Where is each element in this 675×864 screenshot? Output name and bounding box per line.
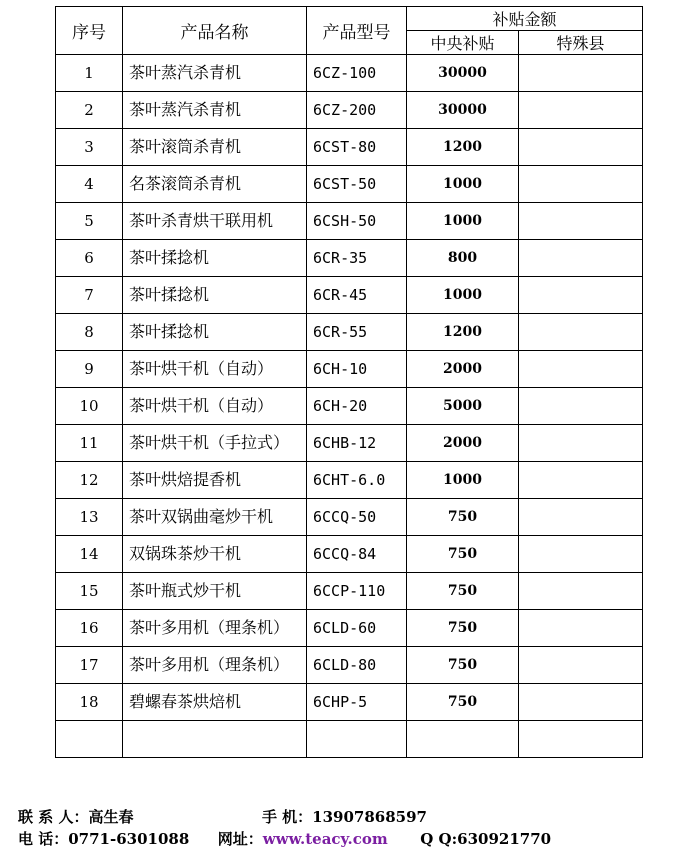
- row-number: 6: [56, 240, 123, 277]
- row-number: 15: [56, 573, 123, 610]
- product-model: 6CCQ-50: [307, 499, 407, 536]
- special-county-subsidy: [519, 388, 643, 425]
- central-subsidy: 750: [407, 647, 519, 684]
- product-name: 茶叶双锅曲毫炒干机: [123, 499, 307, 536]
- special-county-subsidy: [519, 721, 643, 758]
- header-central: 中央补贴: [407, 31, 519, 55]
- row-number: 10: [56, 388, 123, 425]
- special-county-subsidy: [519, 166, 643, 203]
- product-name: 茶叶揉捻机: [123, 314, 307, 351]
- row-number: 9: [56, 351, 123, 388]
- row-number: 14: [56, 536, 123, 573]
- row-number: [56, 721, 123, 758]
- product-model: 6CLD-60: [307, 610, 407, 647]
- row-number: 11: [56, 425, 123, 462]
- footer-line-1: [18, 806, 427, 827]
- product-model: 6CLD-80: [307, 647, 407, 684]
- table-row: [56, 684, 643, 721]
- row-number: 17: [56, 647, 123, 684]
- product-model: 6CSH-50: [307, 203, 407, 240]
- table-row: [56, 721, 643, 758]
- row-number: 4: [56, 166, 123, 203]
- product-model: 6CZ-200: [307, 92, 407, 129]
- product-model: 6CH-10: [307, 351, 407, 388]
- table-row: [56, 462, 643, 499]
- table-row: [56, 351, 643, 388]
- website-link[interactable]: www.teacy.com: [262, 830, 388, 848]
- footer-line-2: [18, 828, 551, 849]
- product-name: 茶叶杀青烘干联用机: [123, 203, 307, 240]
- product-name: 名茶滚筒杀青机: [123, 166, 307, 203]
- table-row: [56, 203, 643, 240]
- phone-number: 0771-6301088: [68, 830, 190, 848]
- table-row: [56, 92, 643, 129]
- table-row: [56, 536, 643, 573]
- product-model: 6CR-45: [307, 277, 407, 314]
- special-county-subsidy: [519, 203, 643, 240]
- special-county-subsidy: [519, 129, 643, 166]
- table-row: [56, 388, 643, 425]
- table-row: [56, 277, 643, 314]
- header-name: 产品名称: [123, 7, 307, 55]
- product-name: 茶叶滚筒杀青机: [123, 129, 307, 166]
- qq-number: 630921770: [457, 830, 552, 848]
- special-county-subsidy: [519, 277, 643, 314]
- row-number: 18: [56, 684, 123, 721]
- special-county-subsidy: [519, 499, 643, 536]
- product-name: 茶叶多用机（理条机）: [123, 647, 307, 684]
- product-name: 碧螺春茶烘焙机: [123, 684, 307, 721]
- central-subsidy: 750: [407, 573, 519, 610]
- table-row: [56, 314, 643, 351]
- special-county-subsidy: [519, 462, 643, 499]
- product-model: 6CHP-5: [307, 684, 407, 721]
- row-number: 2: [56, 92, 123, 129]
- product-name: 茶叶烘干机（手拉式）: [123, 425, 307, 462]
- special-county-subsidy: [519, 647, 643, 684]
- central-subsidy: 750: [407, 536, 519, 573]
- table-row: [56, 647, 643, 684]
- special-county-subsidy: [519, 684, 643, 721]
- product-name: 茶叶烘干机（自动）: [123, 388, 307, 425]
- central-subsidy: 1000: [407, 203, 519, 240]
- central-subsidy: [407, 721, 519, 758]
- table-row: [56, 240, 643, 277]
- product-name: 双锅珠茶炒干机: [123, 536, 307, 573]
- row-number: 5: [56, 203, 123, 240]
- phone-label: 电 话：: [18, 830, 69, 848]
- header-subsidy: 补贴金额: [407, 7, 643, 31]
- central-subsidy: 2000: [407, 425, 519, 462]
- table-row: [56, 425, 643, 462]
- product-name: 茶叶蒸汽杀青机: [123, 92, 307, 129]
- central-subsidy: 5000: [407, 388, 519, 425]
- central-subsidy: 2000: [407, 351, 519, 388]
- central-subsidy: 750: [407, 610, 519, 647]
- special-county-subsidy: [519, 240, 643, 277]
- central-subsidy: 1200: [407, 129, 519, 166]
- central-subsidy: 30000: [407, 92, 519, 129]
- row-number: 12: [56, 462, 123, 499]
- product-name: 茶叶揉捻机: [123, 240, 307, 277]
- special-county-subsidy: [519, 92, 643, 129]
- product-model: 6CCP-110: [307, 573, 407, 610]
- qq-label: Q Q:: [420, 830, 458, 848]
- central-subsidy: 1200: [407, 314, 519, 351]
- table-row: [56, 610, 643, 647]
- product-name: 茶叶揉捻机: [123, 277, 307, 314]
- product-model: 6CHB-12: [307, 425, 407, 462]
- site-label: 网址：: [217, 830, 263, 848]
- special-county-subsidy: [519, 314, 643, 351]
- row-number: 13: [56, 499, 123, 536]
- special-county-subsidy: [519, 573, 643, 610]
- contact-label: 联 系 人：: [18, 808, 89, 826]
- central-subsidy: 750: [407, 684, 519, 721]
- mobile-label: 手 机：: [261, 808, 313, 826]
- product-model: [307, 721, 407, 758]
- row-number: 3: [56, 129, 123, 166]
- product-model: 6CR-55: [307, 314, 407, 351]
- product-model: 6CZ-100: [307, 55, 407, 92]
- product-name: 茶叶多用机（理条机）: [123, 610, 307, 647]
- row-number: 16: [56, 610, 123, 647]
- special-county-subsidy: [519, 351, 643, 388]
- central-subsidy: 1000: [407, 277, 519, 314]
- product-model: 6CST-80: [307, 129, 407, 166]
- header-special: 特殊县: [519, 31, 643, 55]
- central-subsidy: 30000: [407, 55, 519, 92]
- product-model: 6CCQ-84: [307, 536, 407, 573]
- product-name: 茶叶烘焙提香机: [123, 462, 307, 499]
- table-row: [56, 499, 643, 536]
- row-number: 8: [56, 314, 123, 351]
- special-county-subsidy: [519, 55, 643, 92]
- product-name: [123, 721, 307, 758]
- mobile-number: 13907868597: [312, 808, 427, 826]
- table-row: [56, 166, 643, 203]
- central-subsidy: 1000: [407, 462, 519, 499]
- header-no: 序号: [56, 7, 123, 55]
- row-number: 7: [56, 277, 123, 314]
- table-body: [56, 55, 643, 758]
- product-name: 茶叶蒸汽杀青机: [123, 55, 307, 92]
- special-county-subsidy: [519, 610, 643, 647]
- table-row: [56, 573, 643, 610]
- special-county-subsidy: [519, 536, 643, 573]
- row-number: 1: [56, 55, 123, 92]
- product-name: 茶叶瓶式炒干机: [123, 573, 307, 610]
- product-model: 6CHT-6.0: [307, 462, 407, 499]
- central-subsidy: 800: [407, 240, 519, 277]
- product-model: 6CH-20: [307, 388, 407, 425]
- product-model: 6CR-35: [307, 240, 407, 277]
- table-row: [56, 129, 643, 166]
- header-model: 产品型号: [307, 7, 407, 55]
- subsidy-table: [55, 6, 643, 758]
- product-name: 茶叶烘干机（自动）: [123, 351, 307, 388]
- central-subsidy: 750: [407, 499, 519, 536]
- table-row: [56, 55, 643, 92]
- special-county-subsidy: [519, 425, 643, 462]
- central-subsidy: 1000: [407, 166, 519, 203]
- product-model: 6CST-50: [307, 166, 407, 203]
- contact-name: 高生春: [88, 808, 134, 826]
